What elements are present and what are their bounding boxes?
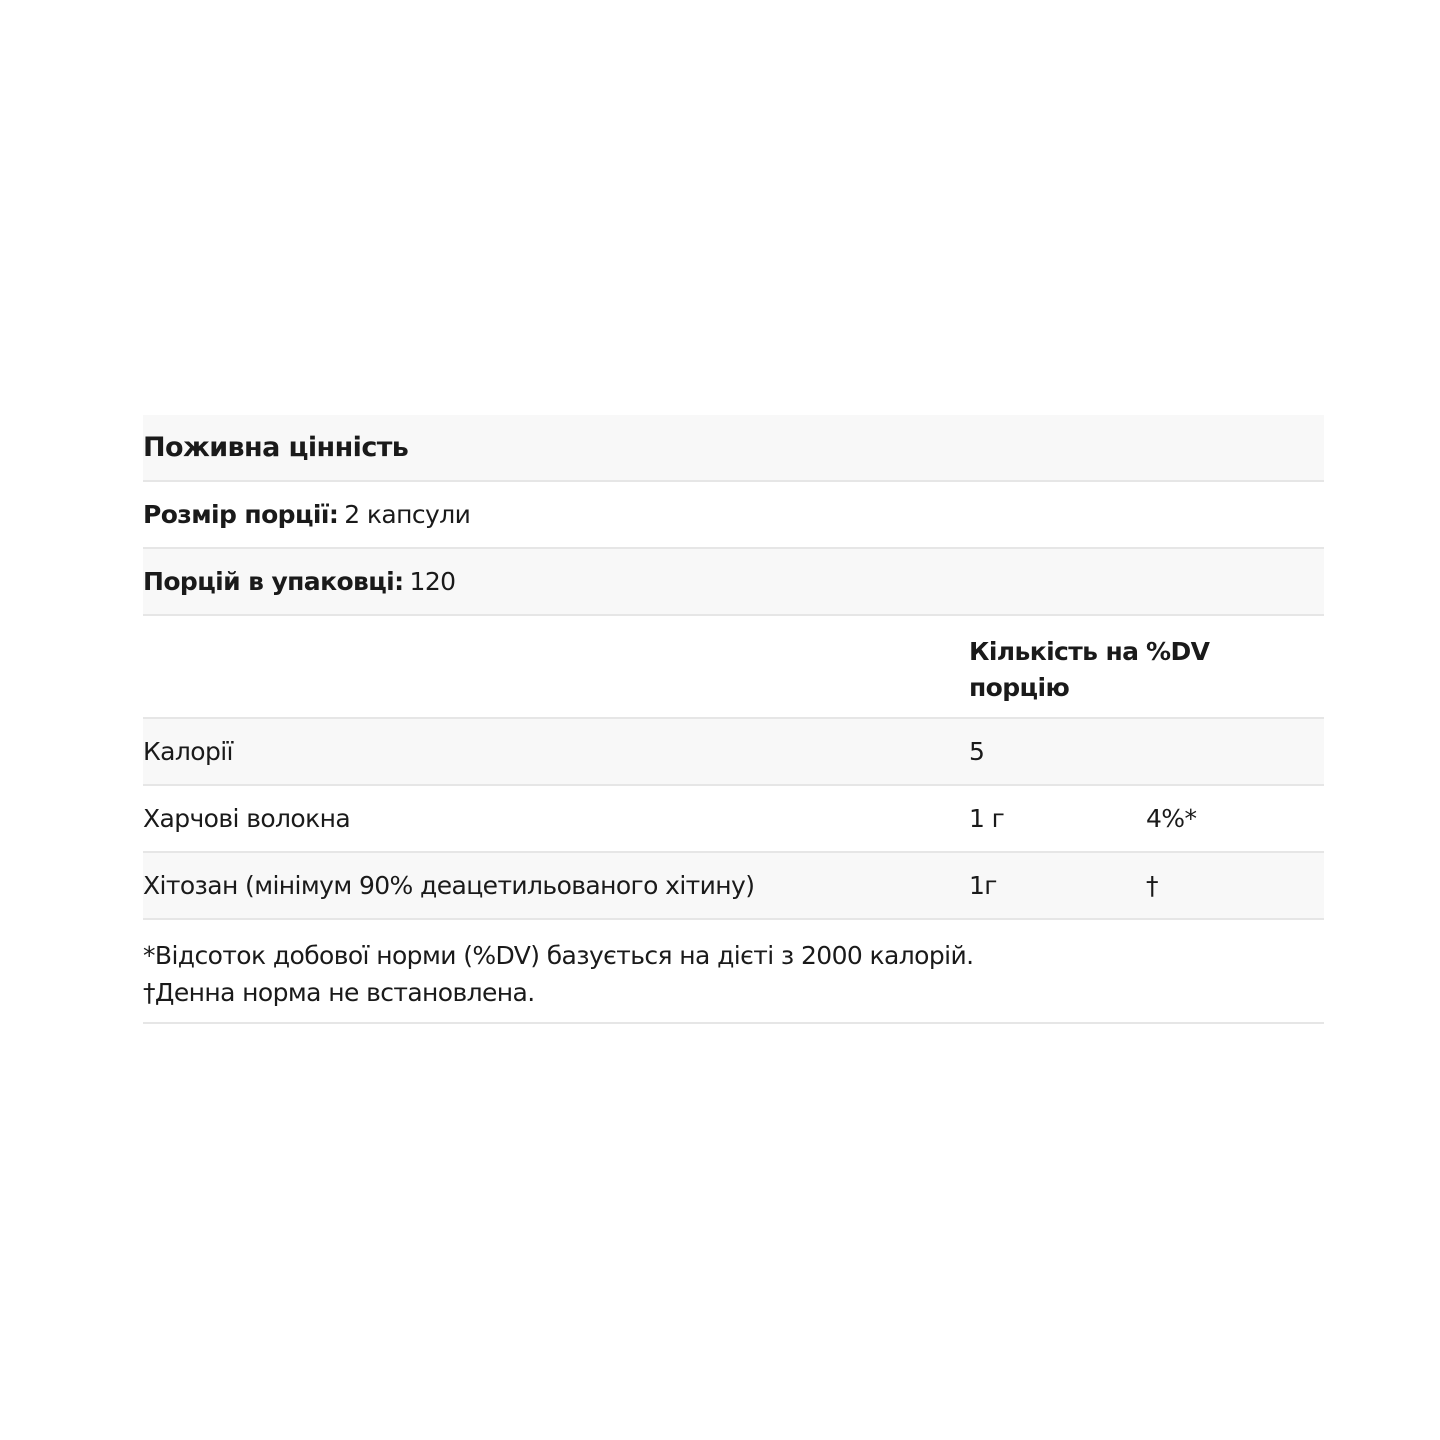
panel-title-row bbox=[143, 415, 1324, 482]
table-row bbox=[143, 719, 1324, 786]
table-header-row bbox=[143, 616, 1324, 719]
nutrient-name: Хітозан (мінімум 90% деацетильованого хітину) bbox=[143, 871, 755, 900]
serving-size-value: 2 капсули bbox=[344, 500, 471, 529]
nutrient-dv: 4%* bbox=[1146, 804, 1197, 833]
servings-per-container-label: Порцій в упаковці: bbox=[143, 567, 404, 596]
amount-per-serving-header: Кількість на порцію bbox=[969, 637, 1139, 702]
panel-title: Поживна цінність bbox=[143, 432, 409, 463]
nutrient-name: Харчові волокна bbox=[143, 804, 351, 833]
footnote-not-established: †Денна норма не встановлена. bbox=[143, 978, 535, 1007]
nutrient-amount: 1г bbox=[969, 871, 997, 900]
nutrient-name: Калорії bbox=[143, 737, 233, 766]
table-row bbox=[143, 853, 1324, 920]
serving-size-row bbox=[143, 482, 1324, 549]
dv-header: %DV bbox=[1146, 637, 1210, 666]
serving-size-label: Розмір порції: bbox=[143, 500, 339, 529]
servings-per-container-value: 120 bbox=[409, 567, 456, 596]
nutrient-dv: † bbox=[1146, 871, 1158, 900]
footnote-dv: *Відсоток добової норми (%DV) базується на дієті з 2000 калорій. bbox=[143, 941, 974, 970]
table-row bbox=[143, 786, 1324, 853]
nutrient-amount: 1 г bbox=[969, 804, 1005, 833]
servings-per-container-row bbox=[143, 549, 1324, 616]
nutrient-amount: 5 bbox=[969, 737, 985, 766]
footnotes-row bbox=[143, 920, 1324, 1024]
footnotes bbox=[143, 937, 973, 1011]
nutrition-facts-panel bbox=[143, 415, 1324, 1024]
